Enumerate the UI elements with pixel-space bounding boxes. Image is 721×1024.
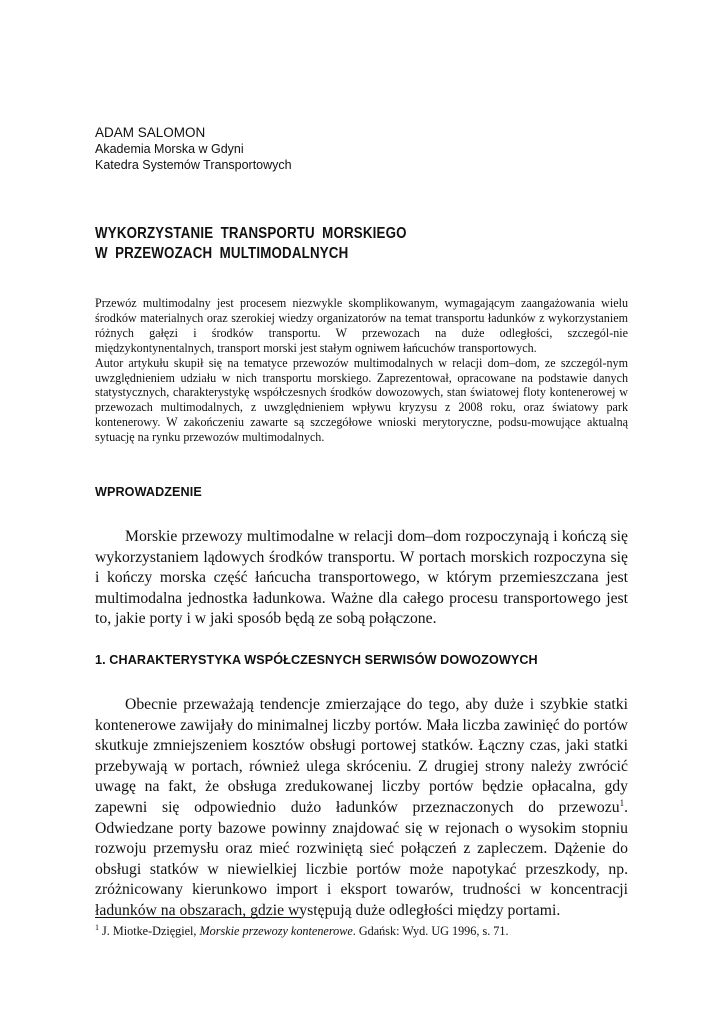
article-title-line-1: WYKORZYSTANIE TRANSPORTU MORSKIEGO xyxy=(95,225,407,242)
footnote-details: . Gdańsk: Wyd. UG 1996, s. 71. xyxy=(352,924,509,938)
footnote-separator xyxy=(95,917,301,918)
section-heading-introduction: WPROWADZENIE xyxy=(95,485,202,499)
section-1-text-part-2: . Odwiedzane porty bazowe powinny znajdować się w rejonach o wysokim stopniu rozwoju przemysłu oraz mieć rozwiniętą sieć połączeń z zapleczem. Dążenie do obsługi statków w niewielkiej liczbie portów może napotykać przeszkody, np. zróżnicowany kierunkowo import i eksport towarów, trudności w koncentracji ładunków na obszarach, gdzie występują duże odległości między portami. xyxy=(95,798,628,919)
introduction-paragraph: Morskie przewozy multimodalne w relacji dom–dom rozpoczynają i kończą się wykorzystaniem lądowych środków transportu. W portach morskich rozpoczyna się i kończy morska część łańcucha transportowego, w którym przemieszczana jest multimodalna jednostka ładunkowa. Ważne dla całego procesu transportowego jest to, jakie porty i w jaki sposób będą ze sobą połączone. xyxy=(95,528,628,628)
footnote-author: J. Miotke-Dzięgiel, xyxy=(99,924,200,938)
section-1-body xyxy=(95,695,628,922)
author-affiliation-university: Akademia Morska w Gdyni xyxy=(95,142,244,156)
section-heading-1: 1. CHARAKTERYSTYKA WSPÓŁCZESNYCH SERWISÓW DOWOZOWYCH xyxy=(95,653,538,667)
article-title-line-2: W PRZEWOZACH MULTIMODALNYCH xyxy=(95,245,349,262)
author-name: ADAM SALOMON xyxy=(95,125,206,140)
author-block xyxy=(95,124,292,173)
section-1-text-part-1: Obecnie przeważają tendencje zmierzające do tego, aby duże i szybkie statki kontenerowe zawijały do minimalnej liczby portów. Mała liczba zawinięć do portów skutkuje zmniejszeniem kosztów obsługi portowej statków. Łączny czas, jaki statki przebywają w portach, również ulega skróceniu. Z drugiej strony należy zwrócić uwagę na fakt, że obsługa zredukowanej liczby portów będzie opłacalna, gdy zapewni się odpowiednio dużo ładunków przeznaczonych do przewozu xyxy=(95,696,628,816)
footnote-work-title: Morskie przewozy kontenerowe xyxy=(199,924,353,938)
article-title xyxy=(95,224,559,264)
author-affiliation-department: Katedra Systemów Transportowych xyxy=(95,158,292,172)
section-1-paragraph xyxy=(95,695,628,922)
abstract-paragraph-1: Przewóz multimodalny jest procesem niezwykle skomplikowanym, wymagającym zaangażowania wielu środków materialnych oraz szerokiej wiedzy organizatorów na temat transportu ładunków z wykorzystaniem różnych gałęzi i środków transportu. W przewozach na duże odległości, szczegól-nie międzykontynentalnych, transport morski jest stałym ogniwem łańcuchów transportowych. xyxy=(95,296,628,355)
introduction-body xyxy=(95,527,628,630)
footnote xyxy=(95,924,628,939)
abstract-paragraph-2: Autor artykułu skupił się na tematyce przewozów multimodalnych w relacji dom–dom, ze szczegól-nym uwzględnieniem udziału w nich transportu morskiego. Zaprezentował, opracowane na podstawie danych statystycznych, charakterystykę współczesnych środków dowozowych, stan światowej floty kontenerowej w przewozach multimodalnych, z uwzględnieniem wpływu kryzysu z 2008 roku, oraz światowy park kontenerowy. W zakończeniu zawarte są szczegółowe wnioski merytoryczne, podsu-mowujące aktualną sytuację na rynku przewozów multimodalnych. xyxy=(95,355,628,445)
footnote-number: 1 xyxy=(95,922,99,932)
abstract xyxy=(95,296,628,445)
footnote-reference[interactable]: 1 xyxy=(619,797,625,808)
